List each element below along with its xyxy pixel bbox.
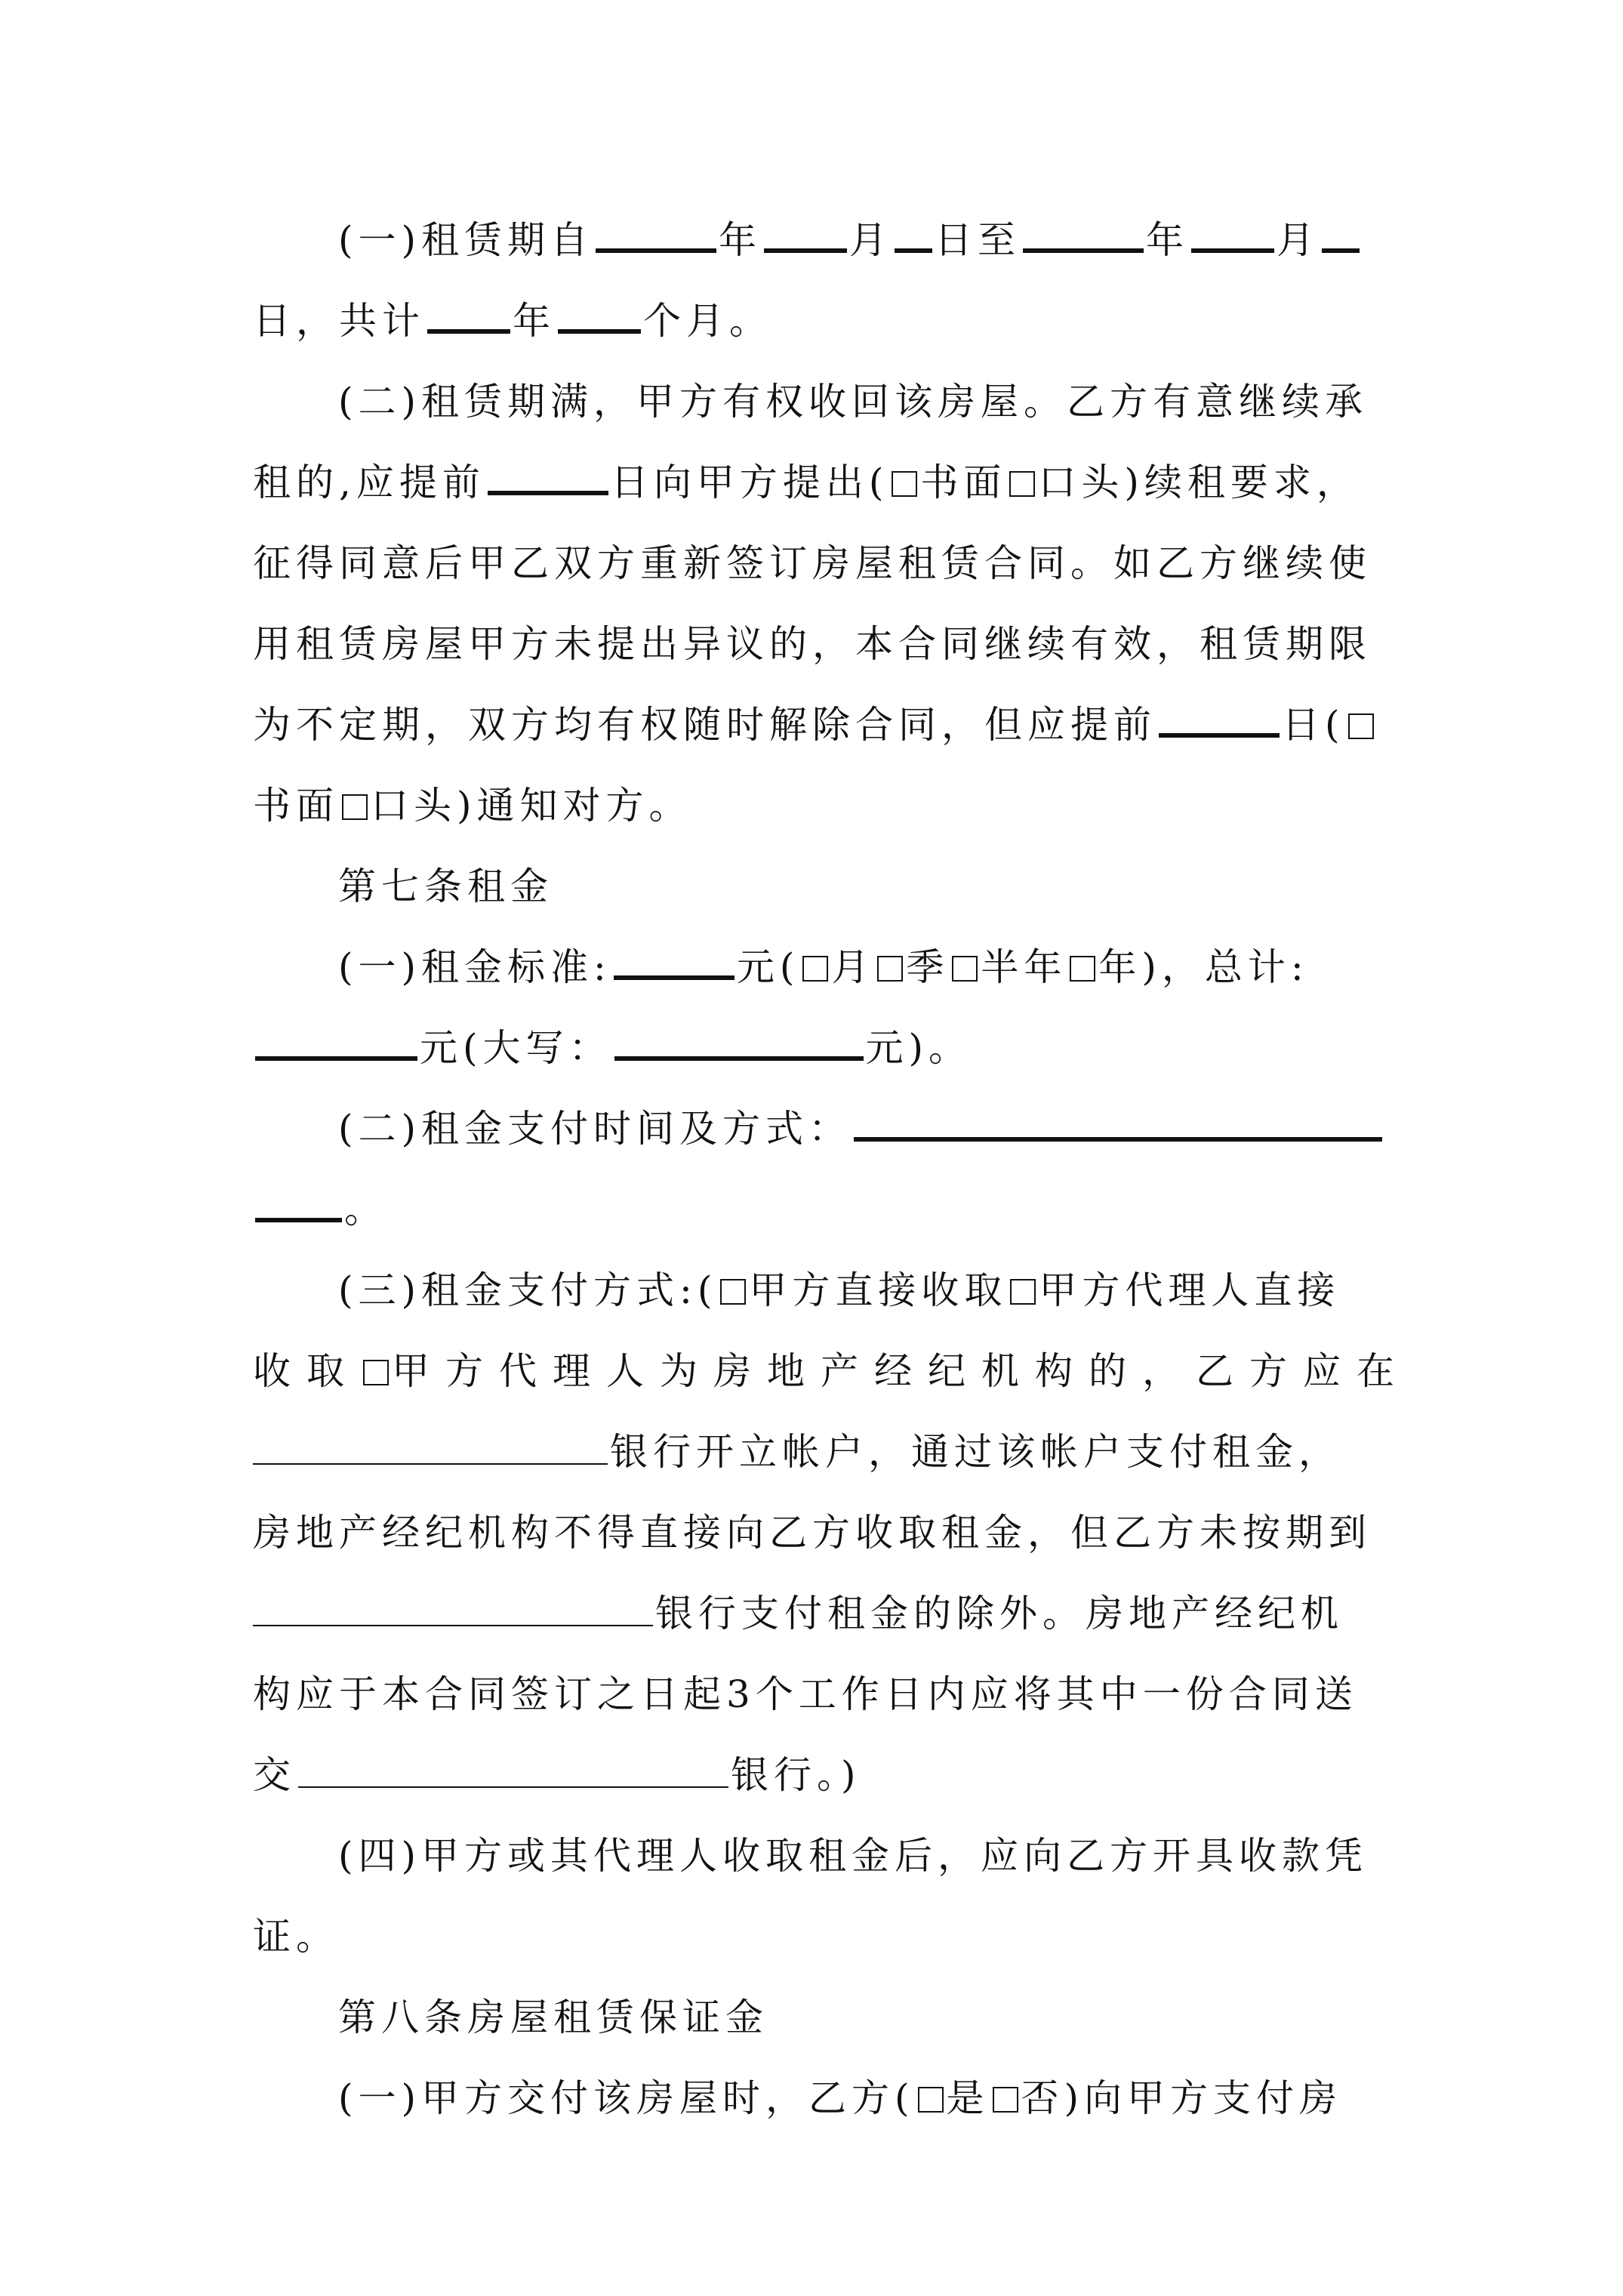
renewal-days-blank[interactable] [488,491,608,495]
oral-label-2: 口头)通知对方。 [371,784,692,827]
month-label-2: 月 [1277,218,1320,262]
bank-exception-text: 银行支付租金的除外。房地产经纪机 [655,1592,1344,1635]
payment-time-blank[interactable] [854,1137,1382,1142]
receipt-text-1: (四)甲方或其代理人收取租金后，应向乙方开具收款凭 [338,1834,1369,1878]
bank-name-blank-2[interactable] [253,1625,653,1626]
yuan-label: 元( [736,945,800,989]
capital-label: 元(大写： [420,1026,612,1070]
article-7-heading [338,862,1471,911]
end-day-blank[interactable] [1322,248,1360,253]
collect-label: 收取 [253,1349,360,1393]
bank-end-label: 银行。) [731,1753,861,1797]
day-to-label: 日至 [935,218,1021,262]
renewal-line-5 [253,701,1385,749]
receipt-text-2: 证。 [253,1915,339,1959]
article-8-title: 第八条房屋租赁保证金 [338,1996,768,2039]
capital-amount-blank[interactable] [614,1056,864,1061]
period-label: 。 [344,1188,387,1231]
written-checkbox-2[interactable] [1348,713,1374,739]
total-amount-blank[interactable] [255,1056,417,1061]
lease-term-text: (一)租赁期自 [338,218,594,262]
monthly-checkbox[interactable] [802,956,828,982]
agent-direct-label: 甲方代理人直接 [1039,1268,1341,1312]
yuan-end-label: 元)。 [865,1026,972,1070]
lease-term-line-2 [253,297,1385,345]
half-year-checkbox[interactable] [952,956,978,982]
half-year-label: 半年 [981,945,1067,989]
yes-label: 是 [946,2076,990,2120]
oral-label: 口头)续租要求， [1038,461,1360,504]
deliver-label: 交 [253,1753,296,1797]
renewal-text-6: 为不定期，双方均有权随时解除合同，但应提前 [253,703,1156,747]
payment-time-blank-2[interactable] [255,1218,342,1222]
quarterly-label: 季 [906,945,950,989]
article-8-heading [338,1993,1471,2042]
renewal-line-3 [253,539,1385,587]
renewal-line-2 [253,458,1385,507]
written-label: 书面 [920,461,1007,504]
broker-deadline-text: 构应于本合同签订之日起3个工作日内应将其中一份合同送 [253,1672,1358,1716]
no-checkbox[interactable] [993,2087,1018,2113]
total-months-blank[interactable] [558,329,641,334]
renewal-line-4 [253,620,1385,668]
written-label-2: 书面 [253,784,339,827]
payment-time-label: (二)租金支付时间及方式： [338,1107,852,1151]
yearly-checkbox[interactable] [1070,956,1095,982]
bank-name-blank-3[interactable] [298,1786,728,1788]
monthly-label: 月 [831,945,875,989]
rent-standard-label: (一)租金标准: [338,945,611,989]
deposit-text-1: (一)甲方交付该房屋时，乙方( [338,2076,915,2120]
renewal-text-2: 租的,应提前 [253,461,485,504]
broker-checkbox[interactable] [363,1360,389,1385]
months-label: 个月。 [643,299,772,343]
broker-label: 甲方代理人为房地产经纪机构的，乙方应在 [392,1349,1410,1393]
payment-method-label: (三)租金支付方式:( [338,1268,718,1312]
renewal-text-3: 日向甲方提出( [610,461,889,504]
payment-method-line-2 [253,1347,1410,1395]
rent-total-line [253,1024,1385,1072]
bank-name-blank[interactable] [253,1463,608,1465]
oral-checkbox[interactable] [1009,471,1035,497]
payment-time-line [338,1105,1471,1153]
year-label-3: 年 [513,299,556,343]
payment-method-line-4 [253,1509,1385,1557]
payment-method-line-1 [338,1266,1471,1314]
receipt-line-1 [338,1832,1471,1880]
rent-amount-blank[interactable] [614,975,735,980]
year-label: 年 [719,218,762,262]
start-day-blank[interactable] [895,248,932,253]
notice-days-blank[interactable] [1159,733,1280,738]
agent-direct-checkbox[interactable] [1010,1279,1036,1305]
payment-method-line-7 [253,1751,1385,1799]
quarterly-checkbox[interactable] [877,956,903,982]
landlord-direct-checkbox[interactable] [720,1279,746,1305]
renewal-text-4: 征得同意后甲乙双方重新签订房屋租赁合同。如乙方继续使 [253,541,1372,585]
renewal-text-5: 用租赁房屋甲方未提出异议的，本合同继续有效，租赁期限 [253,622,1372,666]
rent-standard-line [338,943,1471,991]
landlord-direct-label: 甲方直接收取 [749,1268,1008,1312]
end-year-blank[interactable] [1023,248,1144,253]
payment-method-line-6 [253,1670,1385,1718]
month-label: 月 [849,218,893,262]
bank-account-text: 银行开立帐户，通过该帐户支付租金， [610,1430,1341,1474]
payment-method-line-3 [253,1428,1385,1476]
renewal-line-6 [253,781,1385,830]
deposit-text-2: 否)向甲方支付房 [1021,2076,1343,2120]
payment-time-line-2 [253,1185,1385,1234]
oral-checkbox-2[interactable] [342,794,368,820]
written-checkbox[interactable] [892,471,917,497]
yes-checkbox[interactable] [918,2087,944,2113]
renewal-line-1 [338,378,1471,426]
start-month-blank[interactable] [764,248,847,253]
broker-restriction-text: 房地产经纪机构不得直接向乙方收取租金，但乙方未按期到 [253,1511,1372,1555]
total-years-blank[interactable] [427,329,510,334]
total-label-2: 年)，总计: [1098,945,1309,989]
receipt-line-2 [253,1912,1385,1961]
end-month-blank[interactable] [1191,248,1274,253]
article-7-title: 第七条租金 [338,864,553,908]
total-label: 日，共计 [253,299,425,343]
renewal-text-7: 日( [1282,703,1345,747]
deposit-line-1 [338,2074,1471,2122]
lease-term-line-1 [338,216,1471,264]
start-year-blank[interactable] [596,248,716,253]
year-label-2: 年 [1146,218,1190,262]
payment-method-line-5 [253,1589,1385,1638]
renewal-text-1: (二)租赁期满，甲方有权收回该房屋。乙方有意继续承 [338,380,1369,424]
